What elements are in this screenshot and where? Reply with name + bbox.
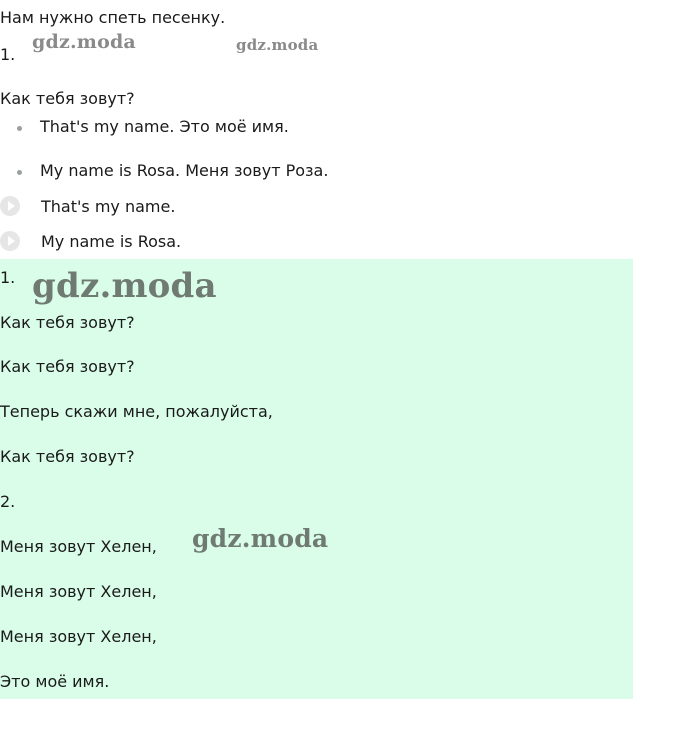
verse-number: 2. — [0, 492, 16, 511]
bullet-icon — [17, 126, 22, 131]
list-item: That's my name. Это моё имя. — [40, 117, 289, 136]
intro-text: Нам нужно спеть песенку. — [0, 8, 226, 27]
song-line: Как тебя зовут? — [0, 447, 135, 466]
song-line: Меня зовут Хелен, — [0, 537, 157, 556]
watermark: gdz.moda — [192, 524, 329, 553]
play-icon[interactable] — [0, 231, 20, 251]
watermark: gdz.moda — [32, 31, 136, 53]
watermark: gdz.moda — [236, 36, 319, 54]
watermark: gdz.moda — [32, 266, 217, 306]
song-line: Меня зовут Хелен, — [0, 582, 157, 601]
bullet-icon — [17, 170, 22, 175]
song-line: Как тебя зовут? — [0, 357, 135, 376]
play-icon[interactable] — [0, 196, 20, 216]
verse-number: 1. — [0, 268, 16, 287]
song-line: Теперь скажи мне, пожалуйста, — [0, 402, 273, 421]
part-number: 1. — [0, 45, 16, 64]
list-item: My name is Rosa. Меня зовут Роза. — [40, 161, 329, 180]
question-text: Как тебя зовут? — [0, 89, 135, 108]
audio-label: My name is Rosa. — [41, 232, 182, 251]
song-line: Как тебя зовут? — [0, 313, 135, 332]
song-line: Это моё имя. — [0, 672, 110, 691]
song-line: Меня зовут Хелен, — [0, 627, 157, 646]
audio-label: That's my name. — [41, 197, 176, 216]
